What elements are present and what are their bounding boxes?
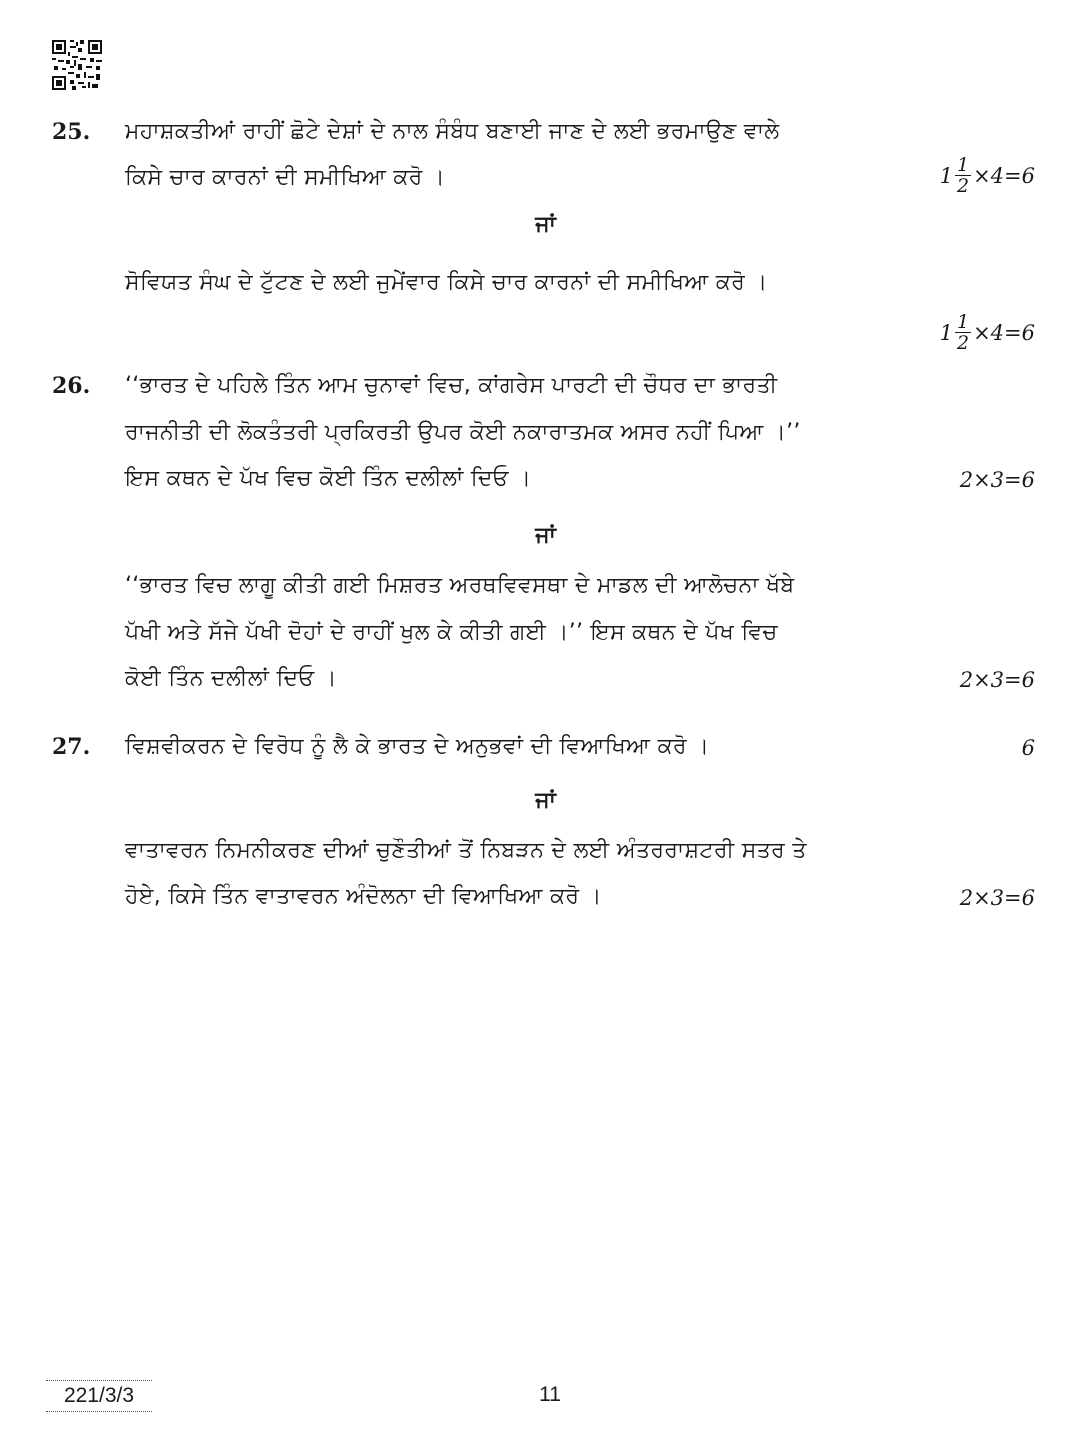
question-text-line: ਸੋਵਿਯਤ ਸੰਘ ਦੇ ਟੁੱਟਣ ਦੇ ਲਈ ਜੁਮੇਂਵਾਰ ਕਿਸੇ ਚਾਰ ਕਾਰਨਾਂ ਦੀ ਸਮੀਖਿਆ ਕਰੋ । (125, 270, 768, 295)
question-number: 26. (52, 373, 91, 399)
marks-label: 2×3=6 (959, 668, 1035, 692)
question-text-line: ਕੋਈ ਤਿੰਨ ਦਲੀਲਾਂ ਦਿਓ । (125, 666, 337, 691)
fraction-numerator: 1 (956, 154, 970, 176)
marks-rest: ×4=6 (973, 320, 1035, 345)
fraction-denominator: 2 (956, 175, 970, 197)
marks-whole: 1 (939, 163, 953, 188)
question-text-line: ਵਿਸ਼ਵੀਕਰਨ ਦੇ ਵਿਰੋਧ ਨੂੰ ਲੈ ਕੇ ਭਾਰਤ ਦੇ ਅਨੁਭਵਾਂ ਦੀ ਵਿਆਖਿਆ ਕਰੋ । (125, 734, 710, 759)
marks-label: 6 (1021, 736, 1035, 760)
marks-whole: 1 (939, 320, 953, 345)
fraction-numerator: 1 (956, 311, 970, 333)
marks-rest: ×4=6 (973, 163, 1035, 188)
or-separator: ਜਾਂ (535, 523, 556, 548)
question-text-line: ਕਿਸੇ ਚਾਰ ਕਾਰਨਾਂ ਦੀ ਸਮੀਖਿਆ ਕਰੋ । (125, 165, 446, 190)
or-separator: ਜਾਂ (535, 788, 556, 813)
paper-code: 221/3/3 (63, 1384, 135, 1407)
question-text-line: ‘‘ਭਾਰਤ ਦੇ ਪਹਿਲੇ ਤਿੰਨ ਆਮ ਚੁਨਾਵਾਂ ਵਿਚ, ਕਾਂਗਰੇਸ ਪਾਰਟੀ ਦੀ ਚੌਧਰ ਦਾ ਭਾਰਤੀ (125, 373, 778, 398)
question-number: 27. (52, 734, 91, 760)
question-text-line: ‘‘ਭਾਰਤ ਵਿਚ ਲਾਗੂ ਕੀਤੀ ਗਈ ਮਿਸ਼ਰਤ ਅਰਥਵਿਵਸਥਾ ਦੇ ਮਾਡਲ ਦੀ ਆਲੋਚਨਾ ਖੱਬੇ (125, 573, 795, 598)
question-number: 25. (52, 119, 91, 145)
question-text-line: ਪੱਖੀ ਅਤੇ ਸੱਜੇ ਪੱਖੀ ਦੋਹਾਂ ਦੇ ਰਾਹੀਂ ਖੁਲ ਕੇ ਕੀਤੀ ਗਈ ।’’ ਇਸ ਕਥਨ ਦੇ ਪੱਖ ਵਿਚ (125, 620, 778, 645)
page-number: 11 (539, 1383, 561, 1406)
question-text-line: ਰਾਜਨੀਤੀ ਦੀ ਲੋਕਤੰਤਰੀ ਪ੍ਰਕਿਰਤੀ ਉਪਰ ਕੋਈ ਨਕਾਰਾਤਮਕ ਅਸਰ ਨਹੀਂ ਪਿਆ ।’’ (125, 420, 801, 445)
marks-label: 2×3=6 (959, 886, 1035, 910)
fraction-denominator: 2 (956, 332, 970, 354)
paper-code-box (46, 1380, 152, 1412)
marks-fraction (955, 155, 971, 196)
or-separator: ਜਾਂ (535, 212, 556, 237)
marks-label (940, 155, 1035, 196)
marks-fraction (955, 312, 971, 353)
qr-code-icon (52, 40, 102, 90)
marks-label (940, 312, 1035, 353)
marks-label: 2×3=6 (959, 468, 1035, 492)
question-text-line: ਵਾਤਾਵਰਨ ਨਿਮਨੀਕਰਣ ਦੀਆਂ ਚੁਣੌਤੀਆਂ ਤੋਂ ਨਿਬੜਨ ਦੇ ਲਈ ਅੰਤਰਰਾਸ਼ਟਰੀ ਸਤਰ ਤੇ (125, 838, 807, 863)
question-text-line: ਮਹਾਸ਼ਕਤੀਆਂ ਰਾਹੀਂ ਛੋਟੇ ਦੇਸ਼ਾਂ ਦੇ ਨਾਲ ਸੰਬੰਧ ਬਣਾਈ ਜਾਣ ਦੇ ਲਈ ਭਰਮਾਉਣ ਵਾਲੇ (125, 119, 780, 144)
question-text-line: ਹੋਏ, ਕਿਸੇ ਤਿੰਨ ਵਾਤਾਵਰਨ ਅੰਦੋਲਨਾ ਦੀ ਵਿਆਖਿਆ ਕਰੋ । (125, 884, 602, 909)
question-text-line: ਇਸ ਕਥਨ ਦੇ ਪੱਖ ਵਿਚ ਕੋਈ ਤਿੰਨ ਦਲੀਲਾਂ ਦਿਓ । (125, 466, 532, 491)
